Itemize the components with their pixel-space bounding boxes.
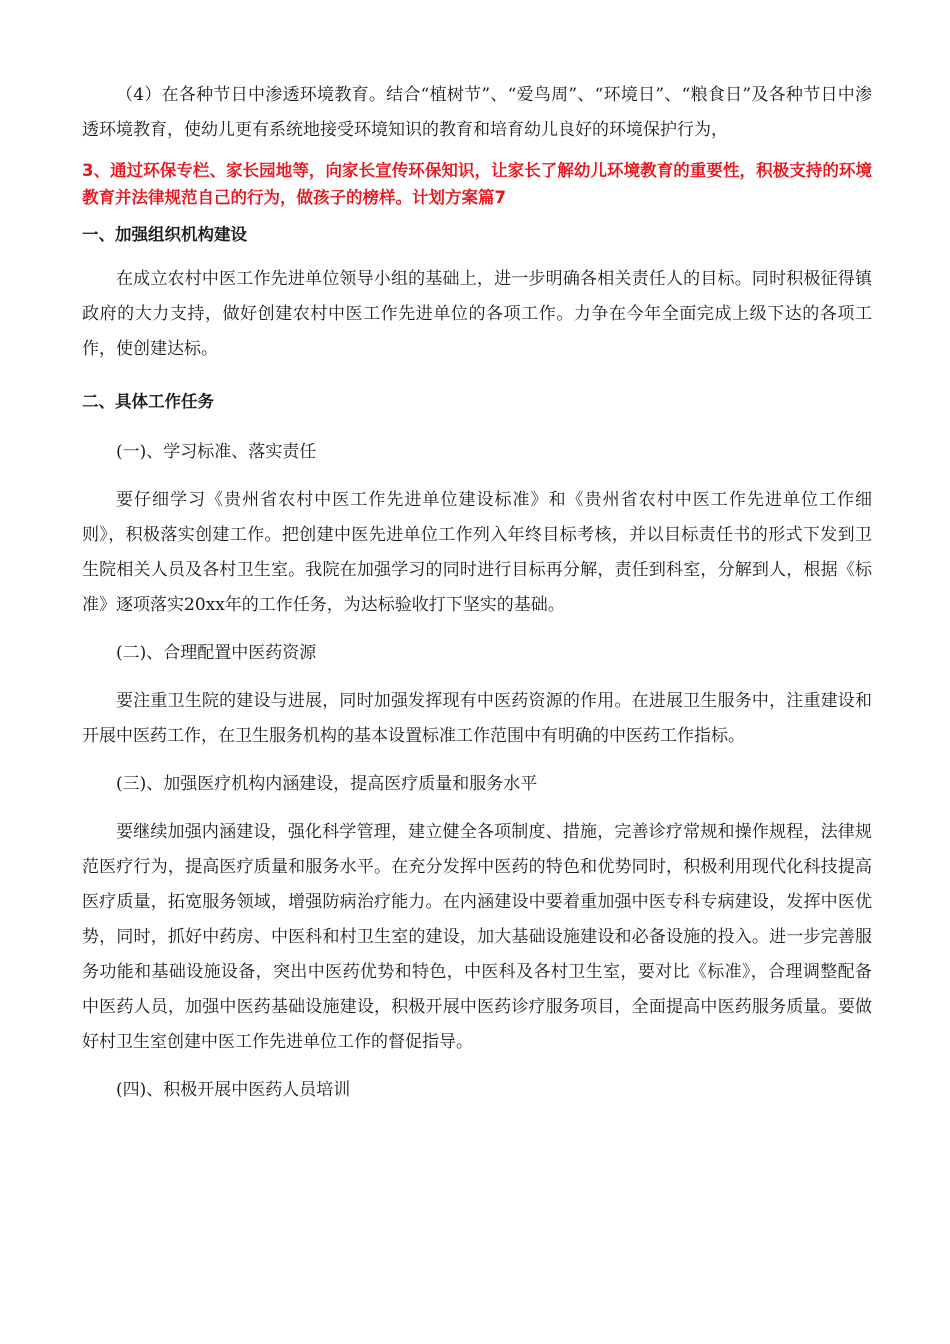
subheading-standards: (一)、学习标准、落实责任 xyxy=(116,442,317,462)
paragraph-quality: 要继续加强内涵建设，强化科学管理，建立健全各项制度、措施，完善诊疗常规和操作规程，法律规范医疗行为，提高医疗质量和服务水平。在充分发挥中医药的特色和优势同时，积极利用现代化科技提高医疗质量，拓宽服务领域，增强防病治疗能力。在内涵建设中要着重加强中医专科专病建设，发挥中医优势，同时，抓好中药房、中医科和村卫生室的建设，加大基础设施建设和必备设施的投入。进一步完善服务功能和基础设施设备，突出中医药优势和特色，中医科及各村卫生室，要对比《标准》，合理调整配备中医药人员，加强中医药基础设施建设，积极开展中医药诊疗服务项目，全面提高中医药服务质量。要做好村卫生室创建中医工作先进单位工作的督促指导。 xyxy=(82,822,872,1052)
subheading-training: (四)、积极开展中医药人员培训 xyxy=(116,1080,351,1100)
subheading-resources: (二)、合理配置中医药资源 xyxy=(116,643,317,663)
paragraph-festival-education: （4）在各种节日中渗透环境教育。结合“植树节”、“爱鸟周”、“环境日”、“粮食日”及各种节日中渗透环境教育，使幼儿更有系统地接受环境知识的教育和培育幼儿良好的环境保护行为， xyxy=(82,85,872,140)
section-heading-tasks: 二、具体工作任务 xyxy=(82,392,214,411)
document-page xyxy=(82,78,872,1108)
subheading-quality: (三)、加强医疗机构内涵建设，提高医疗质量和服务水平 xyxy=(116,774,538,794)
paragraph-resources: 要注重卫生院的建设与进展，同时加强发挥现有中医药资源的作用。在进展卫生服务中，注重建设和开展中医药工作，在卫生服务机构的基本设置标准工作范围中有明确的中医药工作指标。 xyxy=(82,691,872,746)
paragraph-standards: 要仔细学习《贵州省农村中医工作先进单位建设标准》和《贵州省农村中医工作先进单位工作细则》，积极落实创建工作。把创建中医先进单位工作列入年终目标考核，并以目标责任书的形式下发到卫生院相关人员及各村卫生室。我院在加强学习的同时进行目标再分解，责任到科室，分解到人，根据《标准》逐项落实20xx年的工作任务，为达标验收打下坚实的基础。 xyxy=(82,490,872,615)
highlight-heading-parents: 3、通过环保专栏、家长园地等，向家长宣传环保知识，让家长了解幼儿环境教育的重要性，积极支持的环境教育并法律规范自己的行为，做孩子的榜样。计划方案篇7 xyxy=(82,161,872,207)
paragraph-organization: 在成立农村中医工作先进单位领导小组的基础上，进一步明确各相关责任人的目标。同时积极征得镇政府的大力支持，做好创建农村中医工作先进单位的各项工作。力争在今年全面完成上级下达的各项工作，使创建达标。 xyxy=(82,269,872,359)
section-heading-organization: 一、加强组织机构建设 xyxy=(82,225,247,244)
